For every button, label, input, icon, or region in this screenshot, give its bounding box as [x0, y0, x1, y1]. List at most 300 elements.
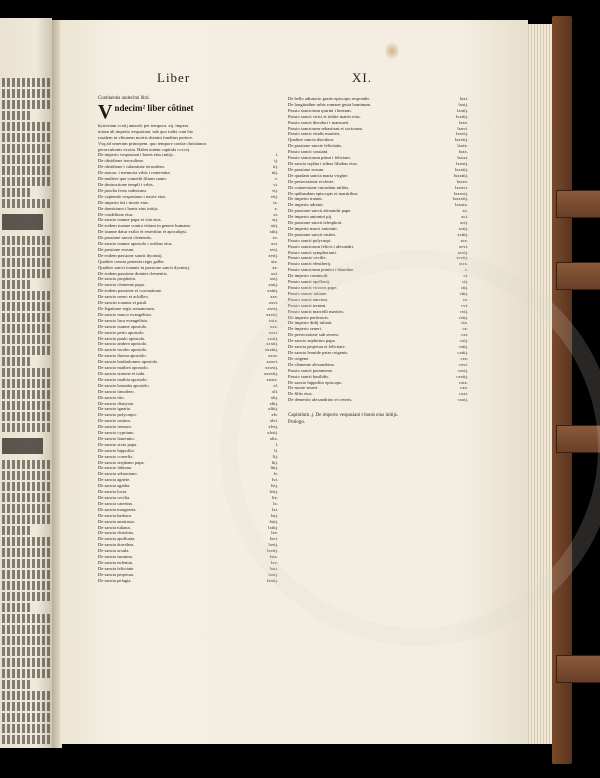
- toc-entry-title: Passio sancti theodori t mansueti.: [288, 119, 350, 125]
- toc-entry-title: Passio sancti marcelli martiris.: [288, 308, 345, 314]
- toc-entry-title: De sancta christina.: [98, 530, 135, 536]
- toc-entry-title: Passio sancti polycarpi.: [288, 237, 332, 243]
- toc-entry-number: xix.: [270, 258, 278, 264]
- left-page-line: [2, 89, 50, 98]
- toc-entry-number: lix.: [272, 495, 278, 500]
- toc-entry-title: De crudelitate eius.: [98, 211, 134, 217]
- left-page-line: [2, 614, 50, 623]
- toc-entry-title: Passio sancti cirici et iulitte matris eius.: [288, 113, 361, 119]
- toc-entry-title: De sancto polycarpo.: [98, 412, 137, 418]
- left-page-line: [2, 313, 50, 322]
- toc-entry-title: De demetrio alexandrino et ceteris.: [288, 397, 353, 403]
- toc-entry-title: De sancto leonide patre origenis.: [288, 349, 349, 355]
- toc-entry-number: lxvi.: [269, 536, 278, 542]
- toc-entry-title: Passio sancti basilidis.: [288, 373, 330, 379]
- left-page-line: [2, 122, 50, 131]
- capitulum-line: Capitulum .j. De imperio vespasiani t bonis eius initijs.: [288, 413, 399, 419]
- left-page-line: [2, 515, 50, 524]
- toc-entry-number: xcvi.: [458, 243, 468, 249]
- toc-entry-number: ix.: [273, 199, 278, 205]
- toc-entry-title: De eodem passione et coronatione.: [98, 288, 163, 294]
- incipit-line: hystoriam ccxiij annorũ. per tempora. xij. impera: [98, 122, 189, 128]
- toc-entry-title: De aurora. t memoria vrbis t reuerentia.: [98, 170, 171, 176]
- toc-entry-number: cxviij.: [456, 373, 468, 379]
- toc-entry-number: lxi.: [272, 506, 278, 512]
- toc-entry-number: xlvij.: [268, 424, 278, 430]
- incipit-line: torum ab imperio vespasiani. sub quo iudei cum hie: [98, 128, 194, 134]
- toc-entry-number: xxix.: [268, 317, 278, 323]
- page-edges: [528, 24, 554, 744]
- toc-entry-title: Passio sanctorum sebastiani et sociorum.: [288, 125, 364, 131]
- toc-entry-number: xxxvij.: [265, 365, 278, 371]
- toc-entry-title: De sancto dionysio.: [98, 400, 135, 406]
- toc-entry-title: De sancto marco evangelista.: [98, 311, 152, 317]
- incipit-line: Vsq̩ ad seuerum principem. quo tempore contra christianos: [98, 140, 207, 146]
- toc-entry-title: Passio sancti victoris pape.: [288, 285, 338, 290]
- toc-entry-number: xcvij.: [457, 249, 468, 255]
- toc-entry-number: cxiiij.: [457, 349, 468, 355]
- toc-entry-number: xxxvi.: [266, 359, 278, 365]
- left-page-line: [2, 368, 50, 377]
- right-entries: [288, 96, 468, 403]
- toc-entry-title: De eodem passione domini clementis.: [98, 270, 168, 276]
- toc-entry-title: De sancto cypriano.: [98, 430, 135, 436]
- toc-entry-title: De quadam sancta maria virgine.: [288, 172, 349, 178]
- left-page-line: [2, 100, 50, 109]
- toc-entry-number: lxxviij.: [454, 137, 468, 143]
- table-of-contents-left-column: [98, 96, 278, 584]
- toc-entry-number: liij.: [271, 459, 278, 465]
- toc-entry-number: xi.: [273, 211, 278, 217]
- toc-entry-number: lviij.: [269, 489, 278, 495]
- toc-entry-title: De legatione regis romanorum.: [98, 306, 156, 311]
- toc-entry-number: xlix.: [269, 435, 278, 441]
- left-page-line: [2, 691, 50, 700]
- toc-entry-title: De passione sancti iustini.: [288, 231, 336, 237]
- clasp: [556, 190, 600, 218]
- left-page-line: [2, 280, 31, 289]
- toc-entry-number: xl.: [273, 382, 278, 388]
- left-page-line: [2, 493, 50, 502]
- toc-entry-title: De sancta eufemia.: [98, 559, 134, 565]
- left-entries: [98, 152, 278, 583]
- toc-entry-number: cxij.: [459, 338, 468, 344]
- toc-entry-number: xxxij.: [267, 335, 278, 341]
- toc-entry-number: xx.: [272, 264, 278, 270]
- toc-entry-title: De sancto andrea apostolo.: [98, 341, 148, 347]
- toc-entry-number: lxxiij.: [267, 577, 278, 583]
- toc-entry-number: lxxxiiij.: [453, 172, 468, 178]
- toc-entry-title: Passio sancti eleutherij.: [288, 261, 332, 267]
- toc-entry-number: lxxx.: [458, 149, 468, 155]
- left-page-line: [2, 335, 50, 344]
- toc-entry-number: lxx.: [270, 559, 278, 565]
- toc-entry-number: cxi.: [461, 332, 468, 338]
- left-page-line: [2, 724, 50, 733]
- toc-entry-title: De sancta sophia t tribus filiabus eius.: [288, 160, 358, 166]
- toc-entry-number: cxvi.: [458, 361, 468, 367]
- toc-entry-number: i.: [275, 152, 278, 158]
- toc-entry-title: De imperio traiani.: [288, 196, 323, 202]
- toc-entry-number: cxvij.: [457, 367, 468, 373]
- toc-entry-title: Passio sancti symphoriani.: [288, 249, 337, 255]
- left-page-line: [2, 346, 50, 355]
- left-page-text: [2, 78, 50, 746]
- left-page-line: [2, 199, 50, 208]
- toc-entry-number: xxxiiij.: [264, 347, 278, 353]
- toc-entry-number: ciiij.: [459, 290, 468, 296]
- toc-entry-number: xvi.: [270, 241, 278, 247]
- left-page-line: [2, 390, 50, 399]
- left-page-line: [2, 438, 43, 454]
- toc-entry-title: De sancta susanna.: [98, 554, 133, 560]
- left-page-line: [2, 548, 50, 557]
- toc-entry-number: lxxxi.: [457, 155, 468, 161]
- toc-entry-title: De sancto laurentio.: [98, 435, 135, 441]
- toc-entry-title: De imperio didij iuliani.: [288, 320, 333, 326]
- toc-entry-title: De sancto ioanne apostolo t actibus eius.: [98, 241, 173, 247]
- toc-entry-number: xxx.: [269, 323, 278, 329]
- toc-entry-number: lxxij.: [268, 571, 278, 577]
- toc-entry-number: xlviij.: [267, 430, 278, 436]
- capitulum-heading: [288, 413, 468, 426]
- toc-entry-number: cviij.: [458, 314, 468, 320]
- left-page-line: [2, 526, 31, 535]
- toc-entry-title: De clemente alexandrino.: [288, 361, 336, 367]
- continentia-heading: Continentia undecimi libri.: [98, 96, 150, 101]
- clasp: [556, 425, 600, 453]
- toc-entry-number: lxxi.: [269, 565, 278, 571]
- incipit-description: [98, 123, 278, 153]
- left-page-line: [2, 258, 50, 267]
- toc-entry-title: De passione eorum.: [98, 246, 135, 252]
- toc-entry-title: De muliere que comedit filium suum.: [98, 176, 167, 182]
- toc-entry-title: Passio sancte cecilie.: [288, 255, 327, 261]
- left-page-line: [2, 401, 50, 410]
- toc-entry-number: cx.: [462, 326, 468, 332]
- toc-entry-title: De sancta dorothea.: [98, 542, 135, 548]
- toc-entry-title: De imperio adriani.: [288, 202, 324, 208]
- toc-entry-number: lxxxv.: [456, 178, 468, 184]
- toc-entry-number: lxxij.: [458, 101, 468, 107]
- toc-entry-title: De sancta lucia.: [98, 489, 128, 495]
- toc-entry: [98, 578, 278, 584]
- incipit-title: ndecim² liber cõtinet: [114, 102, 194, 113]
- left-page-line: [2, 570, 50, 579]
- toc-entry-number: viij.: [270, 193, 278, 199]
- toc-entry-number: cxix.: [458, 379, 468, 385]
- left-page-line: [2, 324, 50, 333]
- toc-entry-title: De imperio antonini pij.: [288, 214, 333, 220]
- toc-entry-title: De filiis eius.: [288, 391, 313, 397]
- incipit-line: persecutionis exorta. Habet autem capitula ccxcvj.: [98, 146, 191, 152]
- left-page-line: [2, 658, 50, 667]
- toc-entry-number: xciij.: [458, 225, 468, 231]
- left-page-line: [2, 379, 50, 388]
- left-page-line: [2, 269, 50, 278]
- toc-entry-number: xxi.: [270, 270, 278, 276]
- toc-entry-number: xxxv.: [267, 353, 278, 359]
- left-page-line: [2, 412, 50, 421]
- incipit-line: rusalem in vltionem mortis domini funditus periere.: [98, 134, 194, 140]
- toc-entry-title: Qualiter cuncta potentia regis gallie.: [98, 258, 165, 264]
- toc-entry-number: ij.: [274, 158, 278, 164]
- toc-entry-number: lxxxvi.: [455, 184, 468, 190]
- left-page-line: [2, 247, 50, 256]
- left-page-line: [2, 559, 50, 568]
- toc-entry-number: lxv.: [271, 530, 278, 536]
- left-page-line: [2, 504, 50, 513]
- toc-entry-title: De sancto sixto papa.: [98, 441, 138, 447]
- toc-entry-number: xcviij.: [456, 255, 468, 261]
- toc-entry-number: xxij.: [269, 276, 278, 282]
- toc-entry-number: lxxiij.: [457, 107, 468, 113]
- toc-entry-title: Passio sancti vitalis martiris.: [288, 131, 341, 137]
- toc-entry-number: lxxxij.: [456, 160, 468, 166]
- toc-entry-number: xcix.: [458, 261, 468, 267]
- toc-entry-title: De sancto nereo et achilleo.: [98, 294, 149, 300]
- toc-entry-title: De sancto ioanne apostolo.: [98, 323, 148, 329]
- toc-entry-number: lxviij.: [267, 548, 278, 554]
- toc-entry-title: De sancto paulo apostolo.: [98, 335, 146, 341]
- toc-entry-title: De passione sancti clementis.: [98, 235, 153, 241]
- toc-entry-number: cij.: [462, 279, 468, 285]
- toc-entry-title: De sancto sebastiano.: [98, 471, 138, 477]
- toc-entry-title: De sancto luca evangelista.: [98, 317, 148, 323]
- toc-entry-number: lxvij.: [268, 542, 278, 548]
- toc-entry-title: De bello adiutorio gratie episcopo respondit.: [288, 96, 370, 101]
- left-page-fragment: [0, 18, 52, 748]
- toc-entry-number: xxviij.: [266, 311, 278, 317]
- toc-entry-title: De conuersione cuiusdam militis.: [288, 184, 350, 190]
- toc-entry-number: cxiij.: [458, 344, 468, 350]
- toc-entry-title: De sancta iuliana.: [98, 524, 131, 530]
- toc-entry-title: De eodem ioanne contra vitium in genere humano.: [98, 223, 192, 229]
- left-page-line: [2, 291, 50, 300]
- left-page-line: [2, 537, 50, 546]
- toc-entry-title: De sancta apollonia.: [98, 536, 136, 542]
- toc-entry-title: Passio sancti potamiene.: [288, 367, 334, 373]
- toc-entry-number: xvij.: [269, 246, 278, 252]
- toc-entry-number: l.: [275, 441, 278, 447]
- toc-entry-title: De sancto irenaeo.: [98, 424, 133, 430]
- left-page-line: [2, 471, 50, 480]
- toc-entry-number: xxxi.: [268, 329, 278, 335]
- toc-entry-title: De imperio marci antonini.: [288, 225, 338, 231]
- left-page-line: [2, 111, 31, 120]
- toc-entry-number: ci.: [463, 273, 468, 279]
- toc-entry-title: De passione sancti telesphori.: [288, 220, 343, 226]
- toc-entry-title: De sancto prophetia.: [98, 276, 136, 282]
- left-page-line: [2, 78, 50, 87]
- clasp: [556, 655, 600, 683]
- toc-entry-title: De obsidione ierosolime.: [98, 158, 145, 164]
- toc-entry-number: xij.: [272, 217, 278, 223]
- toc-entry-number: lxxxiij.: [454, 166, 468, 172]
- toc-entry-title: De persecutione sub seuero.: [288, 332, 340, 338]
- left-page-line: [2, 166, 50, 175]
- toc-entry-number: lxxiiij.: [455, 113, 468, 119]
- left-page-line: [2, 302, 50, 311]
- toc-entry-title: De obsidione t calamitate ierusalem.: [98, 164, 165, 170]
- left-page-line: [2, 177, 50, 186]
- toc-entry-title: De sancta cecilia.: [98, 495, 131, 500]
- toc-entry-number: lxxvi.: [457, 125, 468, 131]
- toc-entry-title: De sancto barnaba apostolo.: [98, 382, 150, 388]
- toc-entry-number: v.: [274, 176, 278, 182]
- toc-entry-title: De sancto tito.: [98, 394, 125, 400]
- left-page-line: [2, 423, 50, 432]
- left-page-line: [2, 603, 31, 612]
- left-page-line: [2, 636, 50, 645]
- toc-entry-title: De sancta perpetua.: [98, 571, 135, 577]
- left-page-line: [2, 625, 50, 634]
- toc-entry-number: xxxiij.: [266, 341, 278, 347]
- toc-entry-title: De capiendo vespasiano t morte eius.: [98, 193, 167, 199]
- toc-entry-number: lxxix.: [457, 143, 468, 149]
- left-page-line: [2, 155, 50, 164]
- toc-entry-number: lxiiij.: [268, 524, 278, 530]
- initial-letter: V: [98, 100, 113, 123]
- toc-entry-title: De origene.: [288, 355, 310, 361]
- toc-entry-title: De sancta agatha.: [98, 483, 131, 489]
- toc-entry-number: cxx.: [460, 385, 468, 391]
- toc-entry-title: De domiciano t bonis eius initijs.: [98, 205, 159, 211]
- toc-entry-title: De imperio pertinacis.: [288, 314, 329, 320]
- running-head-left: Liber: [157, 70, 191, 85]
- toc-entry-title: De longitudine urbis romane gesta hominum.: [288, 101, 372, 107]
- toc-entry-number: lxiij.: [269, 518, 278, 524]
- toc-entry-number: xlij.: [270, 394, 278, 400]
- clasp: [556, 262, 600, 290]
- toc-entry-title: De sancta ursula.: [98, 548, 130, 554]
- toc-entry-number: xlvi.: [269, 418, 278, 424]
- toc-entry-title: De persecutione ecclesie.: [288, 178, 335, 184]
- toc-entry-number: li.: [274, 447, 278, 453]
- toc-entry-number: xxxix.: [266, 376, 278, 382]
- toc-entry-number: liiij.: [270, 465, 278, 471]
- toc-entry-title: De sancto thoma apostolo.: [98, 353, 147, 359]
- toc-entry-title: De sancto hippolito episcopo.: [288, 379, 343, 385]
- toc-entry-title: De sancta perpetua et felicitate.: [288, 344, 346, 350]
- left-page-line: [2, 188, 31, 197]
- toc-entry-title: De sancto zephirino papa.: [288, 338, 336, 344]
- toc-entry-title: De passione sancti alexandri pape.: [288, 208, 352, 214]
- table-of-contents-right-column: [288, 96, 468, 426]
- toc-entry-number: xxvij.: [267, 306, 278, 311]
- toc-entry-title: De sancto bartholomeo apostolo.: [98, 359, 159, 365]
- toc-entry-number: lxxxvij.: [453, 190, 468, 196]
- toc-entry-number: lx.: [273, 500, 278, 506]
- toc-entry-title: Passio sanctorum primi t feliciani.: [288, 155, 351, 161]
- toc-entry: [288, 397, 468, 403]
- toc-entry-title: De sancta anastasia.: [98, 518, 135, 524]
- toc-entry-number: lxxvij.: [456, 131, 468, 137]
- toc-entry-number: xcv.: [460, 237, 468, 243]
- left-page-line: [2, 713, 50, 722]
- left-page-line: [2, 214, 43, 230]
- toc-entry-number: xc.: [462, 208, 468, 214]
- left-page-line: [2, 581, 50, 590]
- toc-entry-number: lvi.: [272, 477, 278, 483]
- toc-entry-number: cvij.: [459, 308, 468, 314]
- leather-cover: [552, 16, 572, 764]
- toc-entry-title: De sancto fabiano.: [98, 465, 133, 471]
- toc-entry-number: lxix.: [269, 554, 278, 560]
- left-page-line: [2, 482, 50, 491]
- ink-stain: [386, 40, 398, 62]
- toc-entry-title: De sancto iacobo apostolo.: [98, 347, 148, 353]
- toc-entry-number: lvij.: [270, 483, 278, 489]
- toc-entry-number: iiij.: [271, 170, 278, 176]
- toc-entry-number: xviij.: [268, 252, 278, 258]
- toc-entry-title: De imperio seueri.: [288, 326, 323, 332]
- toc-entry-title: De sancto petro apostolo.: [98, 329, 145, 335]
- toc-entry-title: Passio sancti narcissi.: [288, 296, 328, 302]
- toc-entry-title: De sancta pelagia.: [98, 577, 132, 583]
- toc-entry-title: Passio sancti apollonij.: [288, 279, 331, 285]
- toc-entry-number: xiij.: [270, 223, 278, 229]
- toc-entry-title: Passio sanctorum quirini t beatum.: [288, 107, 352, 113]
- toc-entry-number: xiiij.: [269, 229, 278, 235]
- toc-entry-title: Qualiter sancta theodora.: [288, 137, 335, 143]
- left-page-line: [2, 702, 50, 711]
- toc-entry-number: x.: [274, 205, 278, 211]
- toc-entry-number: vi.: [273, 181, 278, 187]
- toc-entry-title: De sancto clemente papa.: [98, 282, 145, 288]
- left-page-line: [2, 144, 50, 153]
- toc-entry-title: De sancto stephano papa.: [98, 459, 145, 465]
- toc-entry-number: cxxi.: [458, 391, 468, 397]
- left-page-line: [2, 133, 50, 142]
- toc-entry-title: De sancta barbara.: [98, 512, 133, 518]
- toc-entry-title: De sancto cornelio.: [98, 453, 134, 459]
- left-page-line: [2, 680, 31, 689]
- toc-entry-title: De sancto hippolito.: [98, 447, 136, 453]
- toc-entry-number: xxiiij.: [267, 288, 278, 294]
- toc-entry-title: De sancta caterina.: [98, 500, 133, 506]
- toc-entry-title: De imperio titi t morte eius.: [98, 199, 150, 205]
- toc-entry-title: De sancto mathia apostolo.: [98, 376, 148, 382]
- toc-entry-number: cvi.: [461, 302, 468, 308]
- toc-entry-number: xxiij.: [268, 282, 278, 288]
- toc-entry-title: De morte seueri.: [288, 385, 319, 391]
- toc-entry-number: c.: [464, 267, 468, 273]
- toc-entry-number: lxxv.: [458, 119, 468, 125]
- toc-entry-number: lxxxviij.: [452, 196, 468, 202]
- left-page-line: [2, 592, 50, 601]
- toc-entry-number: xcij.: [459, 220, 468, 226]
- toc-entry-title: De eodem passione sancti dyonisij.: [98, 252, 163, 258]
- toc-entry-title: De sancto timotheo.: [98, 388, 135, 394]
- toc-entry-title: Passio sancti cassiani.: [288, 149, 329, 155]
- toc-entry-number: xli.: [272, 388, 278, 394]
- toc-entry-title: Passio sancte iuliane.: [288, 290, 328, 296]
- toc-entry-title: Qualiter sancti ioannis in passione sancti dyonisij.: [98, 264, 190, 270]
- toc-entry-title: De pascha festo iudeorum.: [98, 187, 147, 193]
- toc-entry-title: De sancto matheo apostolo.: [98, 365, 149, 371]
- toc-entry-title: De sancta margareta.: [98, 506, 137, 512]
- toc-entry-title: De ioanne datur exilio et reuertitur et apocalipsi.: [98, 229, 188, 235]
- toc-entry-number: xv.: [272, 235, 278, 241]
- toc-entry-title: De passione eorum.: [288, 166, 325, 172]
- toc-entry-number: lxxi.: [459, 96, 468, 101]
- incipit: [98, 100, 278, 123]
- toc-entry-title: De sancto simone et iuda.: [98, 370, 146, 376]
- toc-entry-title: De sancto ioanne papa et vita eius.: [98, 217, 162, 223]
- toc-entry-title: De imperio vespasiani t bonis eius initijs.: [98, 152, 174, 158]
- toc-entry-number: xci.: [461, 214, 468, 220]
